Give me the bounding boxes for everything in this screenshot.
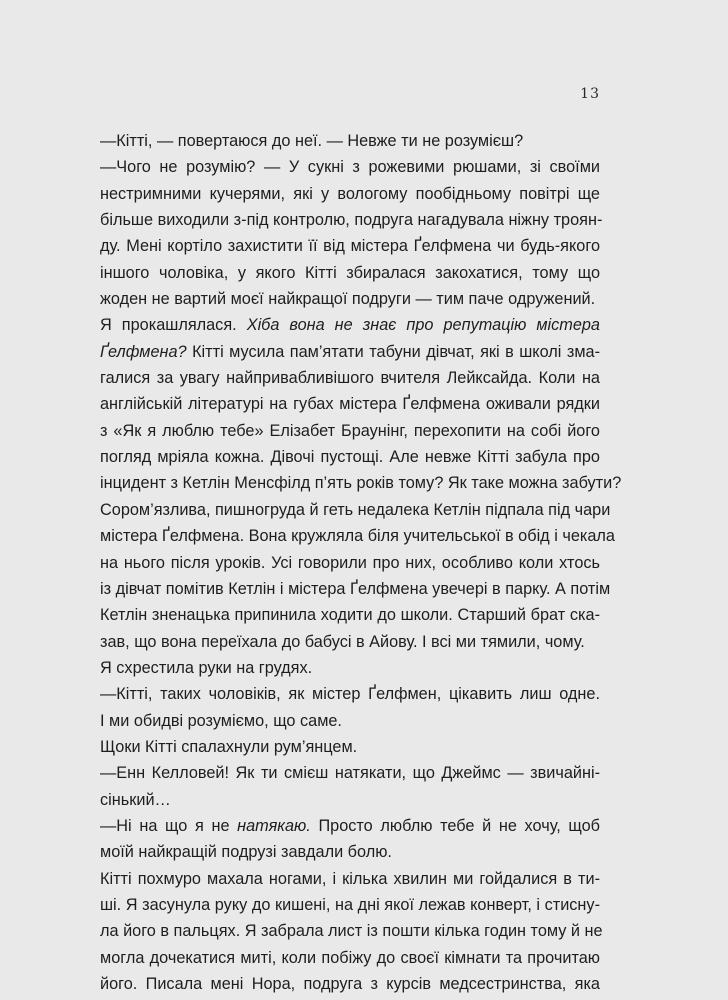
text-line: галися за увагу найпривабливішого вчителя Лейксайда. Коли на bbox=[100, 369, 600, 388]
text-line: зав, що вона переїхала до бабусі в Айову. І всі ми тямили, чому. bbox=[100, 632, 585, 651]
body-text bbox=[100, 128, 622, 997]
text-line: іншого чоловіка, у якого Кітті збиралася закохатися, тому що bbox=[100, 263, 600, 282]
text-line: його. Писала мені Нора, подруга з курсів медсестринства, яка bbox=[100, 975, 600, 993]
text-line: інцидент з Кетлін Менсфілд п’ять років тому? Як таке можна забути? bbox=[100, 474, 622, 493]
italic-text: Хіба вона не знає про репутацію містера bbox=[246, 316, 600, 335]
text-line: на нього після уроків. Усі говорили про них, особливо коли хтось bbox=[100, 553, 600, 572]
text-line: І ми обидві розуміємо, що саме. bbox=[100, 711, 342, 730]
italic-text: натякаю. bbox=[237, 816, 311, 835]
text-line bbox=[100, 312, 600, 338]
text-line bbox=[100, 339, 600, 365]
text-line: Я схрестила руки на грудях. bbox=[100, 658, 313, 677]
text-line: —Енн Келловей! Як ти смієш натякати, що Джеймс — звичайні- bbox=[100, 764, 600, 783]
text-line: —Чого не розумію? — У сукні з рожевими рюшами, зі своїми bbox=[100, 158, 600, 177]
text-line: Кітті похмуро махала ногами, і кілька хвилин ми гойдалися в ти- bbox=[100, 869, 600, 888]
italic-text: Ґелфмена? bbox=[100, 342, 187, 361]
text-line: погляд мріяла кожна. Дівочі пустощі. Але невже Кітті забула про bbox=[100, 448, 600, 467]
text-line: більше виходили з-під контролю, подруга нагадувала ніжну троян- bbox=[100, 211, 603, 230]
text-line: жоден не вартий моєї найкращої подруги — тим паче одружений. bbox=[100, 290, 596, 309]
text-run: —Ні на що я не bbox=[100, 816, 238, 835]
page-number: 13 bbox=[580, 86, 600, 102]
text-line: із дівчат помітив Кетлін і містера Ґелфмена увечері в парку. А потім bbox=[100, 579, 611, 598]
text-line: Щоки Кітті спалахнули рум’янцем. bbox=[100, 737, 358, 756]
text-line: ші. Я засунула руку до кишені, на дні якої лежав конверт, і стисну- bbox=[100, 895, 600, 914]
text-line: ла його в пальцях. Я забрала лист із пошти кілька годин тому й не bbox=[100, 922, 603, 941]
text-line bbox=[100, 813, 600, 839]
text-line: ду. Мені кортіло захистити її від містера Ґелфмена чи будь-якого bbox=[100, 237, 600, 256]
text-run: Кітті мусила пам’ятати табуни дівчат, які в школі зма- bbox=[186, 342, 600, 361]
text-line: —Кітті, таких чоловіків, як містер Ґелфмен, цікавить лиш одне. bbox=[100, 685, 600, 704]
text-line: з «Як я люблю тебе» Елізабет Браунінг, перехопити на собі його bbox=[100, 421, 600, 440]
text-line: нестримними кучерями, які у вологому пообідньому повітрі ще bbox=[100, 184, 600, 203]
text-run: Просто люблю тебе й не хочу, щоб bbox=[310, 816, 600, 835]
text-line: англійській літературі на губах містера Ґелфмена оживали рядки bbox=[100, 395, 600, 414]
text-line: Сором’язлива, пишногруда й геть недалека Кетлін підпала під чари bbox=[100, 500, 611, 519]
text-line: Кетлін зненацька припинила ходити до школи. Старший брат ска- bbox=[100, 606, 600, 625]
text-line: містера Ґелфмена. Вона кружляла біля учительської в обід і чекала bbox=[100, 527, 615, 546]
text-run: Я прокашлялася. bbox=[100, 316, 247, 335]
text-line: —Кітті, — повертаюся до неї. — Невже ти не розумієш? bbox=[100, 132, 524, 150]
text-line: могла дочекатися миті, коли побіжу до своєї кімнати та прочитаю bbox=[100, 948, 600, 967]
text-line: моїй найкращій подрузі завдали болю. bbox=[100, 843, 392, 862]
text-line: сінький… bbox=[100, 790, 171, 809]
